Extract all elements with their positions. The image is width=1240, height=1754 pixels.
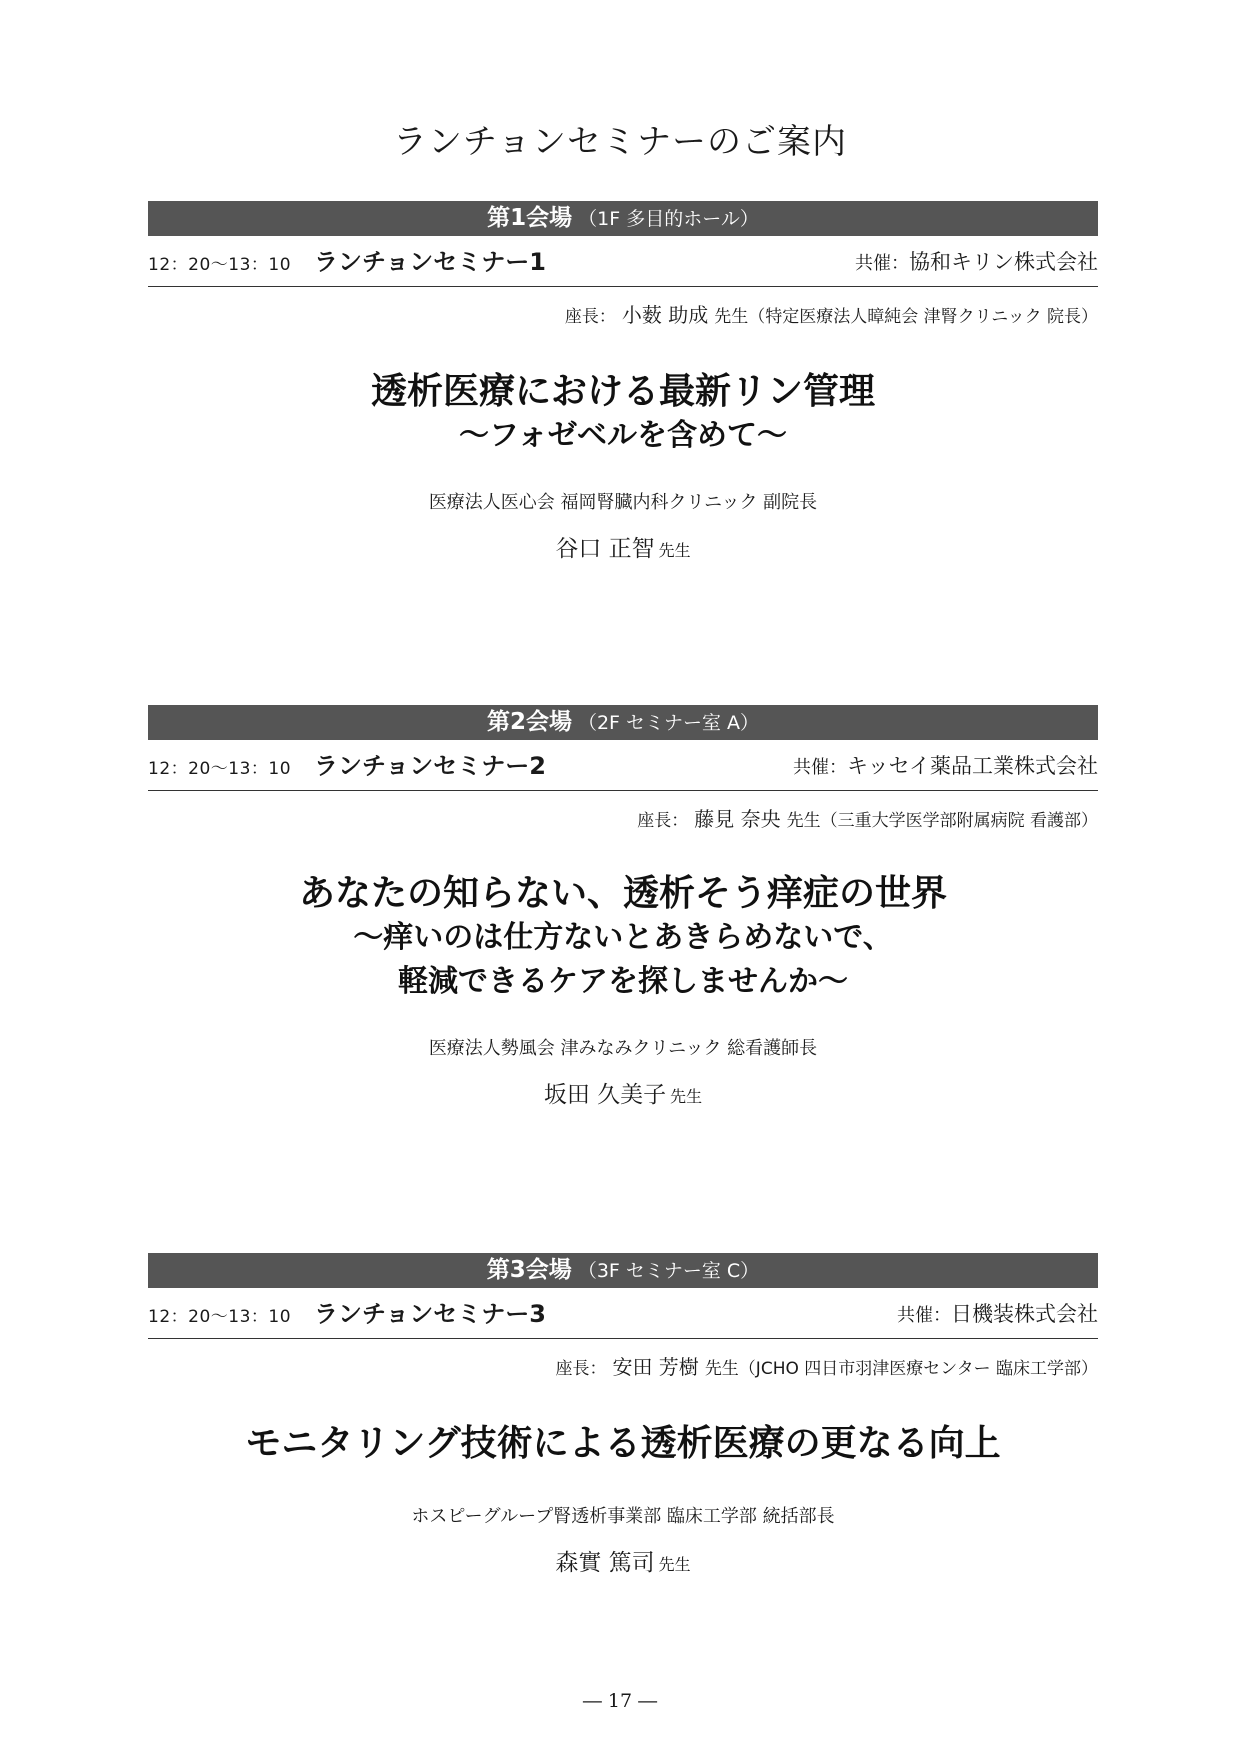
venue-header: [148, 705, 1098, 740]
session-name: ランチョンセミナー1: [314, 248, 546, 276]
venue-header: [148, 201, 1098, 236]
session-time: 12：20～13：10: [148, 255, 292, 275]
chair-line: [148, 299, 1098, 328]
speaker-affiliation: 医療法人勢風会 津みなみクリニック 総看護師長: [428, 1038, 818, 1059]
session-name: ランチョンセミナー2: [314, 752, 546, 780]
lecture-title: 透析医療における最新リン管理: [370, 370, 875, 412]
sponsor: [793, 750, 1098, 780]
chair-label: 座長：: [555, 1359, 607, 1379]
session-2: [148, 705, 1098, 1109]
lecture-title-block: [148, 870, 1098, 1004]
speaker-affiliation: ホスピーグループ腎透析事業部 臨床工学部 統括部長: [411, 1506, 835, 1527]
venue-name: 第1会場: [487, 205, 573, 231]
chair-line: [148, 1351, 1098, 1380]
chair-name: 藤見 奈央: [694, 807, 781, 831]
chair-label: 座長：: [564, 307, 616, 327]
sponsor-name: 日機装株式会社: [951, 1302, 1098, 1326]
venue-name: 第2会場: [486, 709, 572, 735]
chair-line: [148, 803, 1098, 832]
chair-affiliation: 先生（三重大学医学部附属病院 看護部）: [786, 811, 1098, 831]
speaker-honorific: 先生: [658, 1555, 691, 1574]
lecture-title-block: [148, 1420, 1098, 1466]
chair-label: 座長：: [637, 811, 689, 831]
lecture-title-block: [148, 368, 1098, 458]
sponsor-label: 共催：: [855, 253, 909, 274]
speaker-name: 森實 篤司: [555, 1550, 655, 1576]
page-title: ランチョンセミナーのご案内: [393, 122, 847, 162]
speaker-honorific: 先生: [658, 541, 691, 560]
sponsor-name: キッセイ薬品工業株式会社: [847, 754, 1098, 778]
sponsor: [897, 1298, 1098, 1328]
lecture-subtitle: ～痒いのは仕方ないとあきらめないで、: [353, 920, 893, 955]
venue-name: 第3会場: [486, 1257, 572, 1283]
lecture-subtitle: ～フォゼベルを含めて～: [459, 418, 787, 453]
sponsor-name: 協和キリン株式会社: [909, 250, 1098, 274]
session-3: [148, 1253, 1098, 1577]
session-1: [148, 201, 1098, 563]
venue-detail: （2F セミナー室 A）: [577, 712, 760, 734]
speaker: [148, 1076, 1098, 1109]
session-info-row: [148, 1288, 1098, 1339]
speaker-name: 谷口 正智: [555, 536, 655, 562]
session-name: ランチョンセミナー3: [314, 1300, 546, 1328]
speaker-honorific: 先生: [670, 1087, 703, 1106]
session-time: 12：20～13：10: [148, 759, 292, 779]
lecture-title: モニタリング技術による透析医療の更なる向上: [245, 1422, 1001, 1464]
session-info-row: [148, 236, 1098, 287]
sponsor-label: 共催：: [793, 757, 848, 778]
chair-affiliation: 先生（特定医療法人暲純会 津腎クリニック 院長）: [714, 307, 1098, 327]
lecture-subtitle: 軽減できるケアを探しませんか～: [398, 964, 848, 999]
speaker-affiliation: 医療法人医心会 福岡腎臓内科クリニック 副院長: [428, 492, 818, 513]
chair-affiliation: 先生（JCHO 四日市羽津医療センター 臨床工学部）: [704, 1359, 1098, 1379]
session-info-row: [148, 740, 1098, 791]
speaker: [148, 1544, 1098, 1577]
venue-detail: （3F セミナー室 C）: [577, 1260, 760, 1282]
session-time: 12：20～13：10: [148, 1307, 292, 1327]
sponsor-label: 共催：: [897, 1305, 951, 1326]
chair-name: 安田 芳樹: [612, 1355, 699, 1379]
chair-name: 小薮 助成: [621, 303, 709, 327]
speaker: [148, 530, 1098, 563]
sponsor: [855, 246, 1098, 276]
speaker-name: 坂田 久美子: [543, 1082, 667, 1108]
venue-header: [148, 1253, 1098, 1288]
venue-detail: （1F 多目的ホール）: [578, 208, 759, 230]
lecture-title: あなたの知らない、透析そう痒症の世界: [298, 872, 947, 914]
page-number: ― 17 ―: [582, 1690, 658, 1712]
